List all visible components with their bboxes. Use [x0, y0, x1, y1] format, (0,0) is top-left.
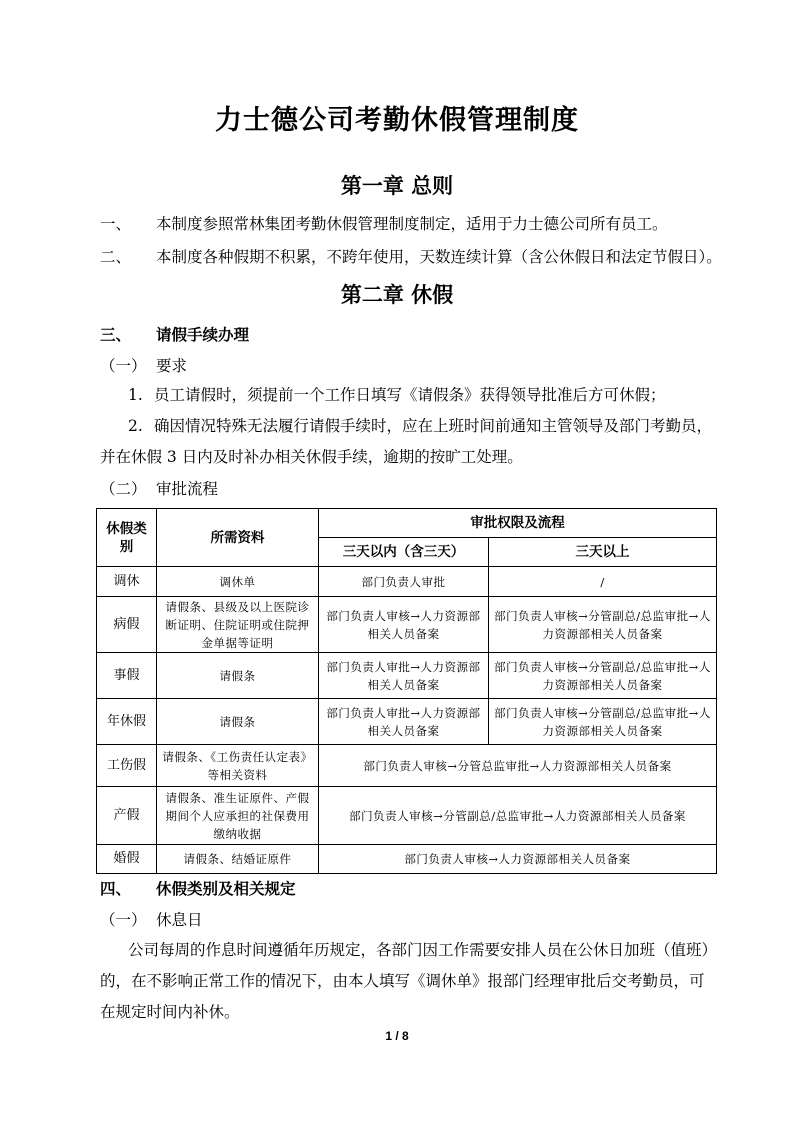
- sub-label: 休息日: [156, 911, 203, 929]
- sub-number: （一）: [100, 911, 147, 929]
- document-title: 力士德公司考勤休假管理制度: [215, 105, 579, 136]
- leave-type: 病假: [97, 597, 157, 653]
- approval-within-3: 部门负责人审核→人力资源部相关人员备案: [319, 597, 489, 653]
- table-row: [97, 745, 717, 787]
- materials: 请假条、准生证原件、产假期间个人应承担的社保费用缴纳收据: [157, 787, 319, 845]
- item-text: 员工请假时，须提前一个工作日填写《请假条》获得领导批准后方可休假；: [154, 386, 666, 404]
- approval-over-3: 部门负责人审核→分管副总/总监审批→人力资源部相关人员备案: [489, 597, 717, 653]
- leave-type: 年休假: [97, 699, 157, 745]
- header-materials: 所需资料: [157, 509, 319, 567]
- item-number: 1.: [128, 386, 143, 404]
- requirement-2-continuation: 并在休假 3 日内及时补办相关休假手续，逾期的按旷工处理。: [100, 448, 523, 466]
- materials: 请假条: [157, 699, 319, 745]
- header-leave-type: 休假类别: [97, 509, 157, 567]
- clause-number: 一、: [100, 215, 132, 233]
- approval-over-3: /: [489, 567, 717, 597]
- item-number: 2.: [128, 417, 143, 435]
- approval-table: [96, 508, 717, 874]
- approval-within-3: 部门负责人审批: [319, 567, 489, 597]
- table-header-row: [97, 509, 717, 538]
- approval-merged: 部门负责人审核→分管总监审批→人力资源部相关人员备案: [319, 745, 717, 787]
- sub-number: （一）: [100, 357, 147, 375]
- approval-over-3: 部门负责人审核→分管副总/总监审批→人力资源部相关人员备案: [489, 653, 717, 699]
- section-title: 休假类别及相关规定: [156, 879, 296, 898]
- requirement-2: [128, 414, 712, 436]
- chapter2-heading: 第二章 休假: [340, 282, 454, 307]
- table-row: [97, 845, 717, 874]
- approval-merged: 部门负责人审核→分管副总/总监审批→人力资源部相关人员备案: [319, 787, 717, 845]
- approval-within-3: 部门负责人审批→人力资源部相关人员备案: [319, 699, 489, 745]
- section4-heading: [100, 877, 296, 899]
- sub-requirements: [100, 354, 187, 376]
- clause-1: [100, 212, 668, 234]
- section3-heading: [100, 323, 249, 345]
- clause-number: 二、: [100, 248, 132, 266]
- leave-type: 婚假: [97, 845, 157, 874]
- section-number: 三、: [100, 325, 132, 344]
- materials: 请假条、结婚证原件: [157, 845, 319, 874]
- approval-over-3: 部门负责人审核→分管副总/总监审批→人力资源部相关人员备案: [489, 699, 717, 745]
- paragraph-line: 在规定时间内补休。: [100, 1003, 240, 1021]
- sub-rest-day: [100, 908, 203, 930]
- table-row: [97, 699, 717, 745]
- materials: 请假条: [157, 653, 319, 699]
- table-row: [97, 597, 717, 653]
- header-within-3-days: 三天以内（含三天）: [319, 538, 489, 567]
- sub-label: 审批流程: [156, 480, 219, 498]
- leave-type: 工伤假: [97, 745, 157, 787]
- item-text: 确因情况特殊无法履行请假手续时，应在上班时间前通知主管领导及部门考勤员，: [154, 417, 713, 435]
- section-number: 四、: [100, 879, 132, 898]
- chapter1-heading: 第一章 总则: [340, 173, 454, 198]
- leave-type: 事假: [97, 653, 157, 699]
- requirement-1: [128, 383, 666, 405]
- page-number: 1 / 8: [385, 1029, 409, 1043]
- table-row: [97, 653, 717, 699]
- section-title: 请假手续办理: [156, 325, 250, 344]
- materials: 请假条、《工伤责任认定表》等相关资料: [157, 745, 319, 787]
- clause-text: 本制度各种假期不积累，不跨年使用，天数连续计算（含公休假日和法定节假日）。: [156, 248, 722, 266]
- leave-type: 产假: [97, 787, 157, 845]
- clause-text: 本制度参照常林集团考勤休假管理制度制定，适用于力士德公司所有员工。: [156, 215, 668, 233]
- header-over-3-days: 三天以上: [489, 538, 717, 567]
- header-approval: 审批权限及流程: [319, 509, 717, 538]
- leave-type: 调休: [97, 567, 157, 597]
- table-row: [97, 567, 717, 597]
- table-row: [97, 787, 717, 845]
- paragraph-line: 的，在不影响正常工作的情况下，由本人填写《调休单》报部门经理审批后交考勤员，可: [100, 972, 705, 990]
- sub-label: 要求: [156, 357, 188, 375]
- approval-merged: 部门负责人审核→人力资源部相关人员备案: [319, 845, 717, 874]
- sub-approval-process: [100, 477, 218, 499]
- approval-within-3: 部门负责人审批→人力资源部相关人员备案: [319, 653, 489, 699]
- clause-2: [100, 245, 722, 267]
- sub-number: （二）: [100, 480, 147, 498]
- materials: 请假条、县级及以上医院诊断证明、住院证明或住院押金单据等证明: [157, 597, 319, 653]
- paragraph-line: 公司每周的作息时间遵循年历规定，各部门因工作需要安排人员在公休日加班（值班）: [128, 941, 718, 959]
- materials: 调休单: [157, 567, 319, 597]
